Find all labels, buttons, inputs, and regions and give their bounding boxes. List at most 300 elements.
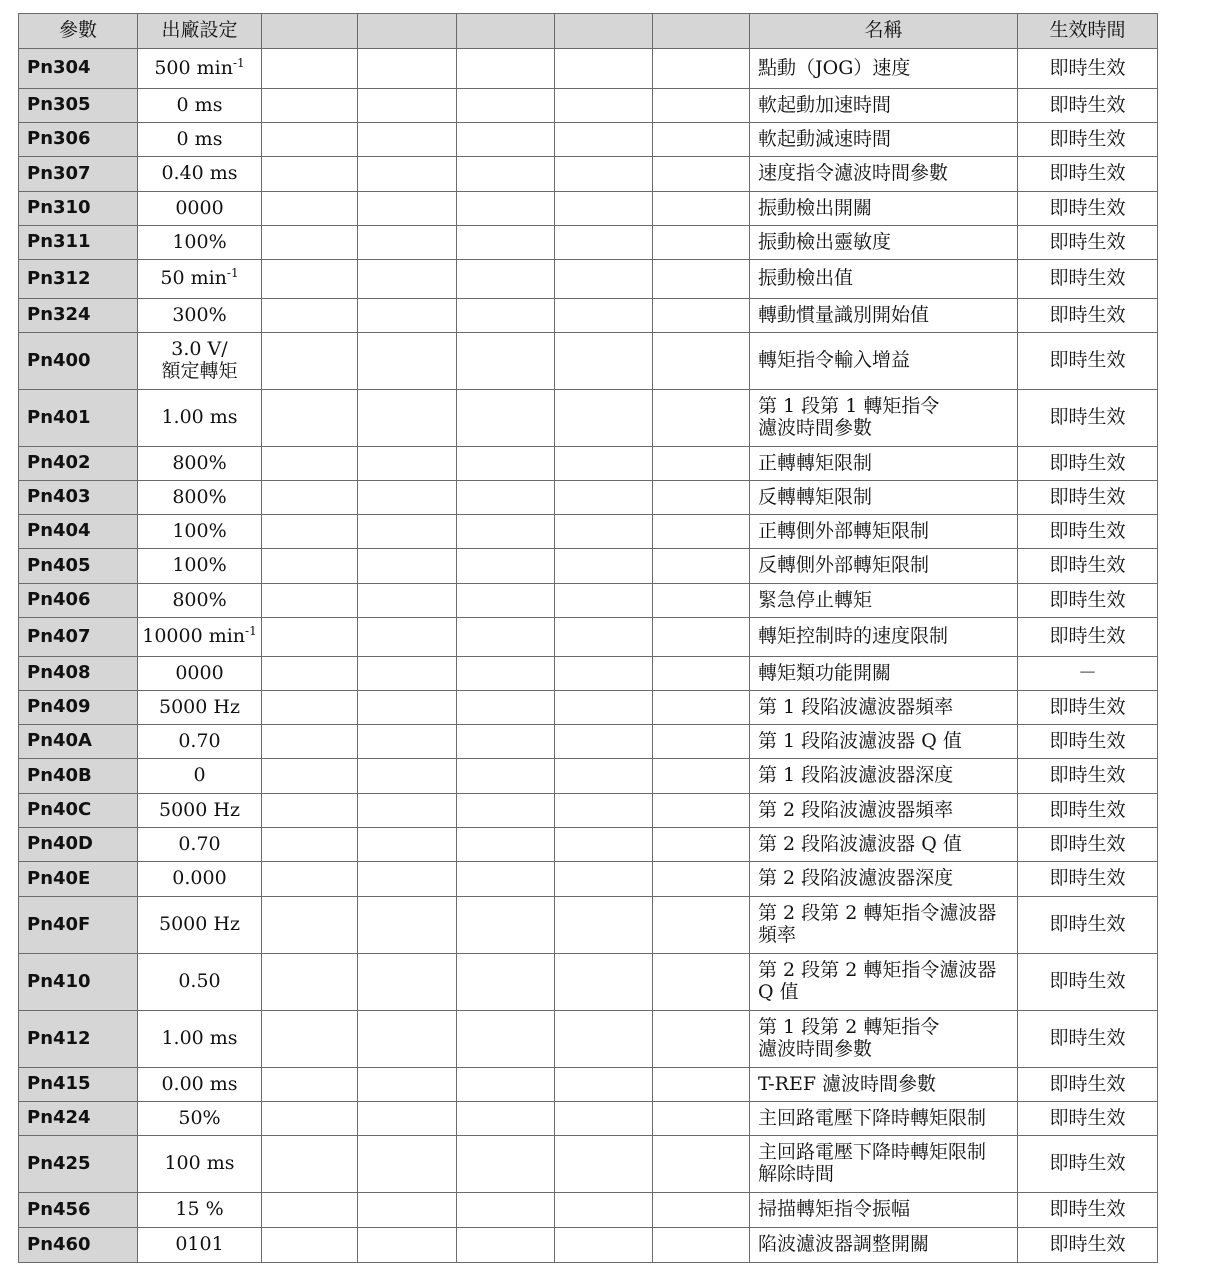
default-cell — [138, 828, 262, 862]
default-value: 15 % — [175, 1198, 224, 1221]
param-cell: Pn410 — [19, 954, 138, 1011]
param-cell: Pn425 — [19, 1136, 138, 1193]
blank-cell — [457, 123, 555, 157]
default-cell — [138, 1102, 262, 1136]
blank-cell — [555, 390, 653, 447]
param-cell: Pn304 — [19, 49, 138, 89]
table-row — [19, 515, 1158, 549]
param-cell: Pn40F — [19, 897, 138, 954]
blank-cell — [653, 897, 750, 954]
blank-cell — [358, 1011, 457, 1068]
effective-cell: 即時生效 — [1018, 862, 1158, 897]
blank-cell — [358, 447, 457, 481]
parameter-name: 第 2 段第 2 轉矩指令濾波器 頻率 — [758, 902, 997, 946]
blank-cell — [555, 1228, 653, 1263]
name-cell — [750, 897, 1018, 954]
effective-cell: 即時生效 — [1018, 390, 1158, 447]
blank-cell — [457, 1136, 555, 1193]
parameter-name: 反轉側外部轉矩限制 — [758, 554, 930, 577]
default-cell — [138, 192, 262, 226]
blank-cell — [457, 794, 555, 828]
blank-cell — [358, 618, 457, 657]
effective-cell: 即時生效 — [1018, 828, 1158, 862]
table-row — [19, 1102, 1158, 1136]
blank-cell — [555, 954, 653, 1011]
default-cell — [138, 862, 262, 897]
blank-cell — [457, 725, 555, 759]
blank-cell — [555, 1068, 653, 1102]
blank-cell — [358, 260, 457, 299]
blank-cell — [653, 481, 750, 515]
blank-cell — [358, 759, 457, 794]
effective-cell: 即時生效 — [1018, 299, 1158, 333]
blank-cell — [262, 1068, 358, 1102]
param-cell: Pn405 — [19, 549, 138, 584]
param-cell: Pn460 — [19, 1228, 138, 1263]
name-cell — [750, 89, 1018, 123]
blank-cell — [358, 1068, 457, 1102]
blank-cell — [653, 794, 750, 828]
table-row — [19, 260, 1158, 299]
blank-cell — [262, 299, 358, 333]
parameter-name: 點動（JOG）速度 — [758, 56, 911, 79]
table-row — [19, 447, 1158, 481]
table-row — [19, 390, 1158, 447]
default-cell — [138, 584, 262, 618]
blank-cell — [555, 89, 653, 123]
blank-cell — [555, 897, 653, 954]
blank-cell — [358, 794, 457, 828]
parameter-name: 第 1 段陷波濾波器深度 — [758, 764, 954, 787]
default-cell — [138, 759, 262, 794]
parameter-name: 第 1 段陷波濾波器 Q 值 — [758, 729, 962, 752]
default-cell — [138, 390, 262, 447]
name-cell — [750, 657, 1018, 691]
blank-cell — [262, 828, 358, 862]
default-cell — [138, 549, 262, 584]
default-value: 50 min — [160, 267, 227, 290]
name-cell — [750, 1193, 1018, 1228]
param-cell: Pn40D — [19, 828, 138, 862]
name-cell — [750, 862, 1018, 897]
parameter-name: 振動檢出值 — [758, 267, 854, 290]
effective-cell: 即時生效 — [1018, 1136, 1158, 1193]
parameter-name: 主回路電壓下降時轉矩限制 — [758, 1106, 987, 1129]
blank-cell — [653, 157, 750, 192]
table-row — [19, 1011, 1158, 1068]
default-cell — [138, 333, 262, 390]
blank-cell — [457, 226, 555, 260]
blank-cell — [358, 657, 457, 691]
table-row — [19, 954, 1158, 1011]
param-cell: Pn40C — [19, 794, 138, 828]
blank-cell — [653, 1068, 750, 1102]
blank-cell — [262, 89, 358, 123]
blank-cell — [262, 1011, 358, 1068]
blank-cell — [457, 49, 555, 89]
name-cell — [750, 1068, 1018, 1102]
blank-cell — [653, 89, 750, 123]
param-cell: Pn415 — [19, 1068, 138, 1102]
name-cell — [750, 691, 1018, 725]
parameter-name: 第 2 段第 2 轉矩指令濾波器 Q 值 — [758, 959, 997, 1003]
blank-cell — [555, 49, 653, 89]
blank-cell — [358, 226, 457, 260]
blank-cell — [457, 897, 555, 954]
blank-cell — [457, 481, 555, 515]
blank-cell — [555, 657, 653, 691]
param-cell: Pn40E — [19, 862, 138, 897]
default-cell — [138, 515, 262, 549]
blank-cell — [262, 657, 358, 691]
blank-cell — [653, 260, 750, 299]
default-cell — [138, 226, 262, 260]
name-cell — [750, 1102, 1018, 1136]
blank-cell — [358, 1228, 457, 1263]
name-cell — [750, 447, 1018, 481]
effective-cell: 即時生效 — [1018, 794, 1158, 828]
blank-cell — [653, 390, 750, 447]
blank-cell — [653, 49, 750, 89]
effective-cell: 即時生效 — [1018, 691, 1158, 725]
name-cell — [750, 725, 1018, 759]
blank-cell — [358, 157, 457, 192]
blank-cell — [262, 584, 358, 618]
name-cell — [750, 954, 1018, 1011]
effective-cell: 即時生效 — [1018, 1228, 1158, 1263]
table-row — [19, 584, 1158, 618]
default-cell — [138, 1011, 262, 1068]
blank-cell — [457, 828, 555, 862]
parameter-name: 第 2 段陷波濾波器頻率 — [758, 798, 954, 821]
header-blank — [262, 14, 358, 49]
blank-cell — [358, 333, 457, 390]
effective-cell: 即時生效 — [1018, 481, 1158, 515]
blank-cell — [262, 954, 358, 1011]
param-cell: Pn307 — [19, 157, 138, 192]
blank-cell — [653, 1193, 750, 1228]
param-cell: Pn312 — [19, 260, 138, 299]
name-cell — [750, 123, 1018, 157]
blank-cell — [555, 299, 653, 333]
param-cell: Pn40B — [19, 759, 138, 794]
parameter-name: 第 1 段陷波濾波器頻率 — [758, 695, 954, 718]
blank-cell — [358, 1136, 457, 1193]
blank-cell — [262, 1136, 358, 1193]
blank-cell — [555, 192, 653, 226]
blank-cell — [555, 691, 653, 725]
table-row — [19, 618, 1158, 657]
unit-exponent: -1 — [245, 624, 257, 639]
blank-cell — [262, 549, 358, 584]
parameter-name: 轉矩類功能開關 — [758, 661, 892, 684]
parameter-name: 軟起動加速時間 — [758, 93, 892, 116]
default-cell — [138, 447, 262, 481]
default-cell — [138, 1068, 262, 1102]
default-value: 0 ms — [176, 93, 223, 116]
blank-cell — [653, 828, 750, 862]
effective-cell: 即時生效 — [1018, 1068, 1158, 1102]
header-blank — [555, 14, 653, 49]
blank-cell — [653, 691, 750, 725]
parameter-name: 陷波濾波器調整開關 — [758, 1233, 930, 1256]
blank-cell — [653, 1228, 750, 1263]
blank-cell — [358, 89, 457, 123]
parameter-name: 速度指令濾波時間參數 — [758, 162, 949, 185]
blank-cell — [555, 447, 653, 481]
parameter-name: 反轉轉矩限制 — [758, 485, 873, 508]
blank-cell — [262, 1228, 358, 1263]
blank-cell — [262, 157, 358, 192]
effective-cell: 即時生效 — [1018, 123, 1158, 157]
effective-cell: 即時生效 — [1018, 192, 1158, 226]
blank-cell — [457, 1193, 555, 1228]
header-blank — [457, 14, 555, 49]
default-cell — [138, 481, 262, 515]
name-cell — [750, 49, 1018, 89]
blank-cell — [358, 1102, 457, 1136]
parameter-name: 緊急停止轉矩 — [758, 588, 873, 611]
blank-cell — [262, 390, 358, 447]
name-cell — [750, 299, 1018, 333]
default-value: 800% — [172, 485, 227, 508]
blank-cell — [262, 1102, 358, 1136]
blank-cell — [555, 157, 653, 192]
blank-cell — [262, 260, 358, 299]
default-value: 10000 min — [142, 625, 246, 648]
param-cell: Pn40A — [19, 725, 138, 759]
table-row — [19, 299, 1158, 333]
table-row — [19, 691, 1158, 725]
blank-cell — [358, 691, 457, 725]
table-row — [19, 759, 1158, 794]
blank-cell — [358, 954, 457, 1011]
effective-cell: 即時生效 — [1018, 515, 1158, 549]
table-row — [19, 1193, 1158, 1228]
param-cell: Pn310 — [19, 192, 138, 226]
parameter-name: 第 1 段第 2 轉矩指令 濾波時間參數 — [758, 1016, 940, 1060]
parameter-name: 振動檢出開關 — [758, 196, 873, 219]
blank-cell — [457, 584, 555, 618]
effective-cell: 即時生效 — [1018, 549, 1158, 584]
default-value: 300% — [172, 303, 227, 326]
blank-cell — [653, 954, 750, 1011]
blank-cell — [358, 897, 457, 954]
blank-cell — [262, 862, 358, 897]
blank-cell — [358, 192, 457, 226]
default-cell — [138, 123, 262, 157]
blank-cell — [457, 657, 555, 691]
blank-cell — [555, 584, 653, 618]
table-row — [19, 123, 1158, 157]
table-row — [19, 49, 1158, 89]
blank-cell — [653, 618, 750, 657]
blank-cell — [457, 390, 555, 447]
table-row — [19, 828, 1158, 862]
blank-cell — [555, 618, 653, 657]
blank-cell — [262, 333, 358, 390]
header-row — [19, 14, 1158, 49]
blank-cell — [358, 584, 457, 618]
blank-cell — [358, 481, 457, 515]
effective-cell: 即時生效 — [1018, 618, 1158, 657]
blank-cell — [358, 725, 457, 759]
param-cell: Pn456 — [19, 1193, 138, 1228]
default-cell — [138, 691, 262, 725]
parameter-name: 轉矩控制時的速度限制 — [758, 625, 949, 648]
blank-cell — [358, 390, 457, 447]
blank-cell — [262, 481, 358, 515]
blank-cell — [653, 299, 750, 333]
param-cell: Pn407 — [19, 618, 138, 657]
blank-cell — [555, 828, 653, 862]
default-value: 0000 — [175, 661, 224, 684]
name-cell — [750, 549, 1018, 584]
blank-cell — [555, 1136, 653, 1193]
blank-cell — [653, 1136, 750, 1193]
param-cell: Pn306 — [19, 123, 138, 157]
blank-cell — [262, 794, 358, 828]
blank-cell — [457, 192, 555, 226]
blank-cell — [457, 691, 555, 725]
effective-cell: 即時生效 — [1018, 1102, 1158, 1136]
default-cell — [138, 954, 262, 1011]
table-row — [19, 157, 1158, 192]
blank-cell — [555, 759, 653, 794]
param-cell: Pn400 — [19, 333, 138, 390]
blank-cell — [358, 862, 457, 897]
default-value: 0.70 — [178, 729, 221, 752]
default-value: 100% — [172, 554, 227, 577]
blank-cell — [457, 447, 555, 481]
table-row — [19, 226, 1158, 260]
name-cell — [750, 584, 1018, 618]
blank-cell — [555, 333, 653, 390]
blank-cell — [262, 192, 358, 226]
effective-cell: 即時生效 — [1018, 1011, 1158, 1068]
default-cell — [138, 618, 262, 657]
blank-cell — [358, 828, 457, 862]
default-cell — [138, 49, 262, 89]
blank-cell — [653, 657, 750, 691]
blank-cell — [358, 299, 457, 333]
effective-cell: 即時生效 — [1018, 333, 1158, 390]
parameter-name: 第 2 段陷波濾波器深度 — [758, 867, 954, 890]
blank-cell — [457, 759, 555, 794]
blank-cell — [262, 447, 358, 481]
blank-cell — [262, 618, 358, 657]
default-value: 50% — [178, 1106, 221, 1129]
effective-cell: 即時生效 — [1018, 584, 1158, 618]
default-value: 0 ms — [176, 127, 223, 150]
blank-cell — [653, 447, 750, 481]
table-row — [19, 1136, 1158, 1193]
name-cell — [750, 828, 1018, 862]
blank-cell — [653, 1011, 750, 1068]
blank-cell — [358, 49, 457, 89]
parameter-name: 軟起動減速時間 — [758, 127, 892, 150]
header-default: 出廠設定 — [138, 14, 262, 49]
default-value: 0.50 — [178, 970, 221, 993]
effective-cell: 即時生效 — [1018, 260, 1158, 299]
header-effective: 生效時間 — [1018, 14, 1158, 49]
blank-cell — [262, 691, 358, 725]
blank-cell — [653, 192, 750, 226]
table-row — [19, 725, 1158, 759]
blank-cell — [653, 123, 750, 157]
default-value: 800% — [172, 588, 227, 611]
header-blank — [358, 14, 457, 49]
name-cell — [750, 481, 1018, 515]
param-cell: Pn424 — [19, 1102, 138, 1136]
blank-cell — [653, 725, 750, 759]
param-cell: Pn408 — [19, 657, 138, 691]
default-cell — [138, 260, 262, 299]
default-value: 1.00 ms — [161, 406, 238, 429]
default-value: 0101 — [175, 1233, 224, 1256]
blank-cell — [457, 299, 555, 333]
effective-cell: 即時生效 — [1018, 89, 1158, 123]
default-value: 0 — [193, 764, 206, 787]
blank-cell — [555, 1193, 653, 1228]
blank-cell — [653, 862, 750, 897]
table-row — [19, 657, 1158, 691]
param-cell: Pn401 — [19, 390, 138, 447]
param-cell: Pn311 — [19, 226, 138, 260]
default-cell — [138, 1193, 262, 1228]
default-value: 500 min — [154, 56, 233, 79]
default-value: 100% — [172, 519, 227, 542]
blank-cell — [653, 549, 750, 584]
blank-cell — [653, 333, 750, 390]
unit-exponent: -1 — [232, 55, 245, 70]
blank-cell — [457, 515, 555, 549]
blank-cell — [262, 725, 358, 759]
default-value: 5000 Hz — [159, 913, 240, 936]
blank-cell — [457, 1228, 555, 1263]
unit-exponent: -1 — [226, 266, 239, 281]
blank-cell — [457, 549, 555, 584]
name-cell — [750, 618, 1018, 657]
header-name: 名稱 — [750, 14, 1018, 49]
blank-cell — [457, 89, 555, 123]
name-cell — [750, 192, 1018, 226]
effective-cell: 即時生效 — [1018, 447, 1158, 481]
blank-cell — [358, 1193, 457, 1228]
blank-cell — [262, 759, 358, 794]
name-cell — [750, 1228, 1018, 1263]
default-cell — [138, 1136, 262, 1193]
default-value: 3.0 V/ 額定轉矩 — [161, 338, 238, 382]
param-cell: Pn404 — [19, 515, 138, 549]
header-blank — [653, 14, 750, 49]
default-value: 1.00 ms — [161, 1027, 238, 1050]
name-cell — [750, 157, 1018, 192]
name-cell — [750, 1136, 1018, 1193]
effective-cell: 即時生效 — [1018, 725, 1158, 759]
default-cell — [138, 1228, 262, 1263]
default-value: 100% — [172, 230, 227, 253]
name-cell — [750, 1011, 1018, 1068]
default-value: 0.70 — [178, 832, 221, 855]
name-cell — [750, 759, 1018, 794]
blank-cell — [555, 260, 653, 299]
blank-cell — [262, 897, 358, 954]
effective-cell: － — [1018, 657, 1158, 691]
blank-cell — [555, 515, 653, 549]
default-value: 0.000 — [172, 867, 227, 890]
parameter-name: 轉動慣量識別開始值 — [758, 303, 930, 326]
